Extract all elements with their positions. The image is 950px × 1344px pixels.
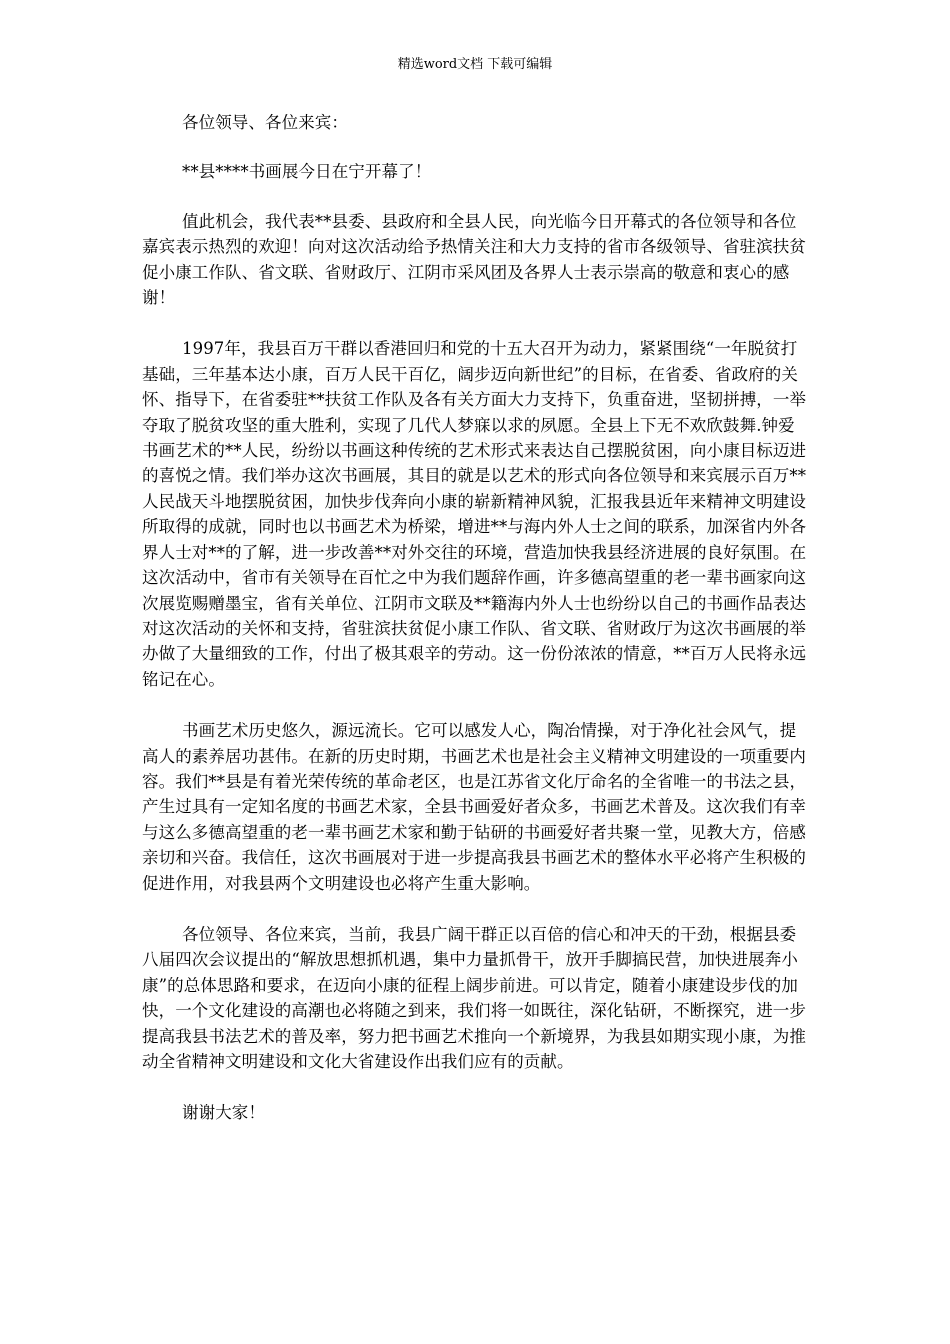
art-history-paragraph: 书画艺术历史悠久，源远流长。它可以感发人心，陶冶情操，对于净化社会风气，提高人的素养居功甚伟。在新的历史时期，书画艺术也是社会主义精神文明建设的一项重要内容。我们**县是有着光荣传统的革命老区，也是江苏省文化厅命名的全省唯一的书法之县，产生过具有一定知名度的书画艺术家，全县书画爱好者众多，书画艺术普及。这次我们有幸与这么多德高望重的老一辈书画艺术家和勤于钻研的书画爱好者共聚一堂，见教大方，倍感亲切和兴奋。我信任，这次书画展对于进一步提高我县书画艺术的整体水平必将产生积极的促进作用，对我县两个文明建设也必将产生重大影响。	[142, 721, 807, 893]
salutation-paragraph: 各位领导、各位来宾：	[182, 113, 348, 132]
opening-announcement-paragraph: **县****书画展今日在宁开幕了！	[182, 162, 432, 182]
achievement-paragraph: 1997年，我县百万干群以香港回归和党的十五大召开为动力，紧紧围绕“一年脱贫打基础，三年基本达小康，百万人民干百亿，阔步迈向新世纪”的目标，在省委、省政府的关怀、指导下，在省委驻**扶贫工作队及各有关方面大力支持下，负重奋进，坚韧拼搏，一举夺取了脱贫攻坚的重大胜利，实现了几代人梦寐以求的夙愿。全县上下无不欢欣鼓舞.钟爱书画艺术的**人民，纷纷以书画这种传统的艺术形式来表达自己摆脱贫困，向小康目标迈进的喜悦之情。我们举办这次书画展，其目的就是以艺术的形式向各位领导和来宾展示百万**人民战天斗地摆脱贫困，加快步伐奔向小康的崭新精神风貌，汇报我县近年来精神文明建设所取得的成就，同时也以书画艺术为桥梁，增进**与海内外人士之间的联系，加深省内外各界人士对**的了解，进一步改善**对外交往的环境，营造加快我县经济进展的良好氛围。在这次活动中，省市有关领导在百忙之中为我们题辞作画，许多德高望重的老一辈书画家向这次展览赐赠墨宝，省有关单位、江阴市文联及**籍海内外人士也纷纷以自己的书画作品表达对这次活动的关怀和支持，省驻滨扶贫促小康工作队、省文联、省财政厅为这次书画展的举办做了大量细致的工作，付出了极其艰辛的劳动。这一份份浓浓的情意，**百万人民将永远铭记在心。	[142, 339, 807, 689]
document-header: 精选word文档 下载可编辑	[397, 57, 553, 72]
document-body	[142, 110, 808, 1152]
welcome-paragraph: 值此机会，我代表**县委、县政府和全县人民，向光临今日开幕式的各位领导和各位嘉宾表示热烈的欢迎！向对这次活动给予热情关注和大力支持的省市各级领导、省驻滨扶贫促小康工作队、省文联、省财政厅、江阴市采风团及各界人士表示崇高的敬意和衷心的感谢！	[142, 211, 806, 308]
closing-paragraph: 谢谢大家！	[182, 1103, 265, 1123]
outlook-paragraph: 各位领导、各位来宾，当前，我县广阔干群正以百倍的信心和冲天的干劲，根据县委八届四次会议提出的“解放思想抓机遇，集中力量抓骨干，放开手脚搞民营，加快进展奔小康”的总体思路和要求，在迈向小康的征程上阔步前进。可以肯定，随着小康建设步伐的加快，一个文化建设的高潮也必将随之到来，我们将一如既往，深化钻研，不断探究，进一步提高我县书法艺术的普及率，努力把书画艺术推向一个新境界，为我县如期实现小康，为推动全省精神文明建设和文化大省建设作出我们应有的贡献。	[142, 924, 806, 1071]
